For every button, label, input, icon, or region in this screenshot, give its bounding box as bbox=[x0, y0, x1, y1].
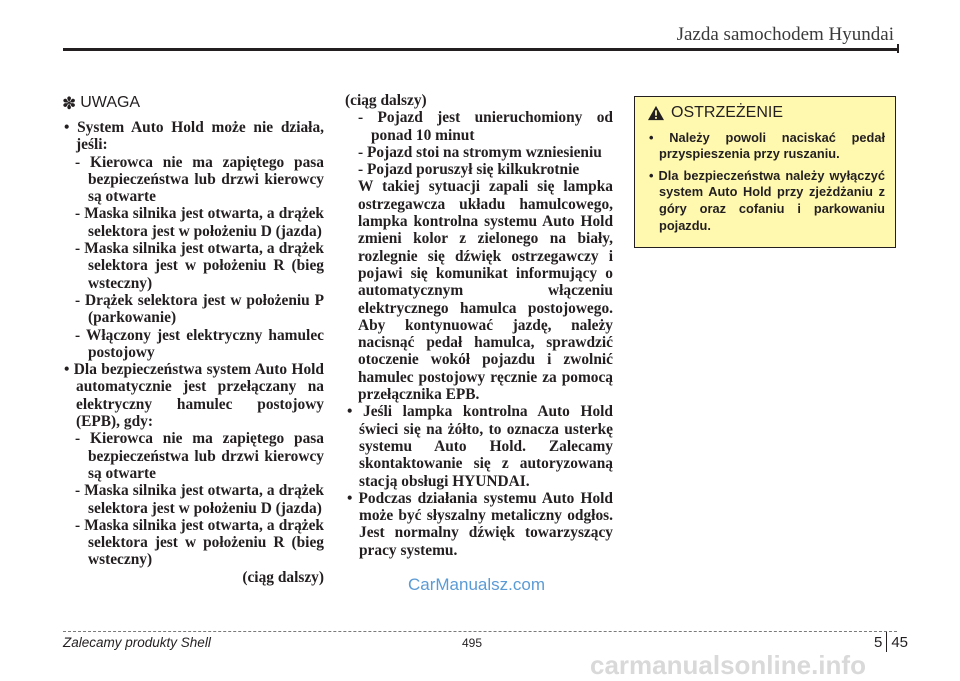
star-icon: ✽ bbox=[62, 93, 77, 113]
footer-rule bbox=[63, 631, 897, 632]
warning-heading-label: OSTRZEŻENIE bbox=[671, 104, 784, 121]
chapter-separator bbox=[886, 632, 887, 652]
continued-label: (ciąg dalszy) bbox=[242, 568, 324, 586]
bullet-paragraph: • System Auto Hold może nie działa, jeśli: bbox=[64, 119, 324, 154]
note-paragraph: (ciąg dalszy) bbox=[345, 92, 427, 109]
note-paragraph: - Pojazd stoi na stromym wzniesieniu bbox=[358, 143, 602, 161]
warning-heading bbox=[647, 105, 885, 122]
site-watermark: carmanualsonline.info bbox=[590, 650, 866, 680]
note-heading-label: UWAGA bbox=[80, 94, 141, 112]
header-rule-tick bbox=[897, 44, 899, 53]
warning-item: • Należy powoli naciskać pedał przyspieszenia przy ruszaniu. bbox=[649, 129, 885, 162]
note-paragraph: - Maska silnika jest otwarta, a drążek selektora jest w położeniu R (bieg wsteczny) bbox=[75, 240, 324, 292]
warning-box bbox=[634, 96, 896, 248]
bullet-paragraph: • Dla bezpieczeństwa system Auto Hold automatycznie jest przełączany na elektryczny hamulec postojowy (EPB), gdy: bbox=[64, 361, 324, 431]
bullet-paragraph: • Jeśli lampka kontrolna Auto Hold świeci się na żółto, to oznacza usterkę systemu Auto Hold. Zalecamy skontaktowanie się z autoryzowaną stacją obsługi HYUNDAI. bbox=[347, 403, 613, 490]
note-paragraph: - Maska silnika jest otwarta, a drążek selektora jest w położeniu D (jazda) bbox=[75, 205, 324, 240]
note-column-right bbox=[345, 92, 613, 559]
note-paragraph: - Maska silnika jest otwarta, a drążek selektora jest w położeniu R (bieg wsteczny) bbox=[75, 516, 324, 569]
header-rule bbox=[63, 48, 897, 51]
note-paragraph: - Maska silnika jest otwarta, a drążek selektora jest w położeniu D (jazda) bbox=[75, 482, 324, 517]
chapter-number: 5 bbox=[874, 633, 883, 651]
footer-chapter-page bbox=[874, 632, 908, 652]
bullet-paragraph: • Podczas działania systemu Auto Hold może być słyszalny metaliczny odgłos. Jest normalny dźwięk towarzyszący pracy systemu. bbox=[347, 489, 613, 559]
footer-page-number: 495 bbox=[462, 636, 483, 650]
note-paragraph: - Drążek selektora jest w położeniu P (parkowanie) bbox=[75, 291, 324, 327]
note-column-left bbox=[62, 92, 324, 586]
watermark: CarManualsz.com bbox=[408, 575, 545, 594]
warning-item: • Dla bezpieczeństwa należy wyłączyć system Auto Hold przy zjeżdżaniu z góry oraz cofaniu i parkowaniu pojazdu. bbox=[649, 167, 885, 233]
note-paragraph: - Pojazd poruszył się kilkukrotnie bbox=[358, 161, 580, 179]
page-header-title: Jazda samochodem Hyundai bbox=[676, 24, 894, 45]
note-paragraph: - Kierowca nie ma zapiętego pasa bezpieczeństwa lub drzwi kierowcy są otwarte bbox=[75, 153, 324, 206]
note-body-right bbox=[345, 92, 613, 559]
warning-triangle-icon bbox=[647, 105, 665, 121]
footer-left-text: Zalecamy produkty Shell bbox=[63, 635, 211, 650]
note-paragraph: - Kierowca nie ma zapiętego pasa bezpieczeństwa lub drzwi kierowcy są otwarte bbox=[75, 430, 324, 482]
note-paragraph: - Pojazd jest unieruchomiony od ponad 10 minut bbox=[358, 109, 613, 144]
note-body-left bbox=[62, 119, 324, 586]
page-number: 45 bbox=[891, 633, 909, 651]
note-paragraph: - Włączony jest elektryczny hamulec postojowy bbox=[75, 326, 324, 361]
note-heading bbox=[62, 92, 324, 114]
note-paragraph: W takiej sytuacji zapali się lampka ostrzegawcza układu hamulcowego, lampka kontrolna systemu Auto Hold zmieni kolor z zielonego na biały, rozlegnie się dźwięk ostrzegawczy i pojawi się komunikat informujący o automatycznym włączeniu elektrycznego hamulca postojowego. Aby kontynuować jazdę, należy nacisnąć pedał hamulca, sprawdzić otoczenie wokół pojazdu i zwolnić hamulec postojowy ręcznie za pomocą przełącznika EPB. bbox=[358, 178, 613, 404]
